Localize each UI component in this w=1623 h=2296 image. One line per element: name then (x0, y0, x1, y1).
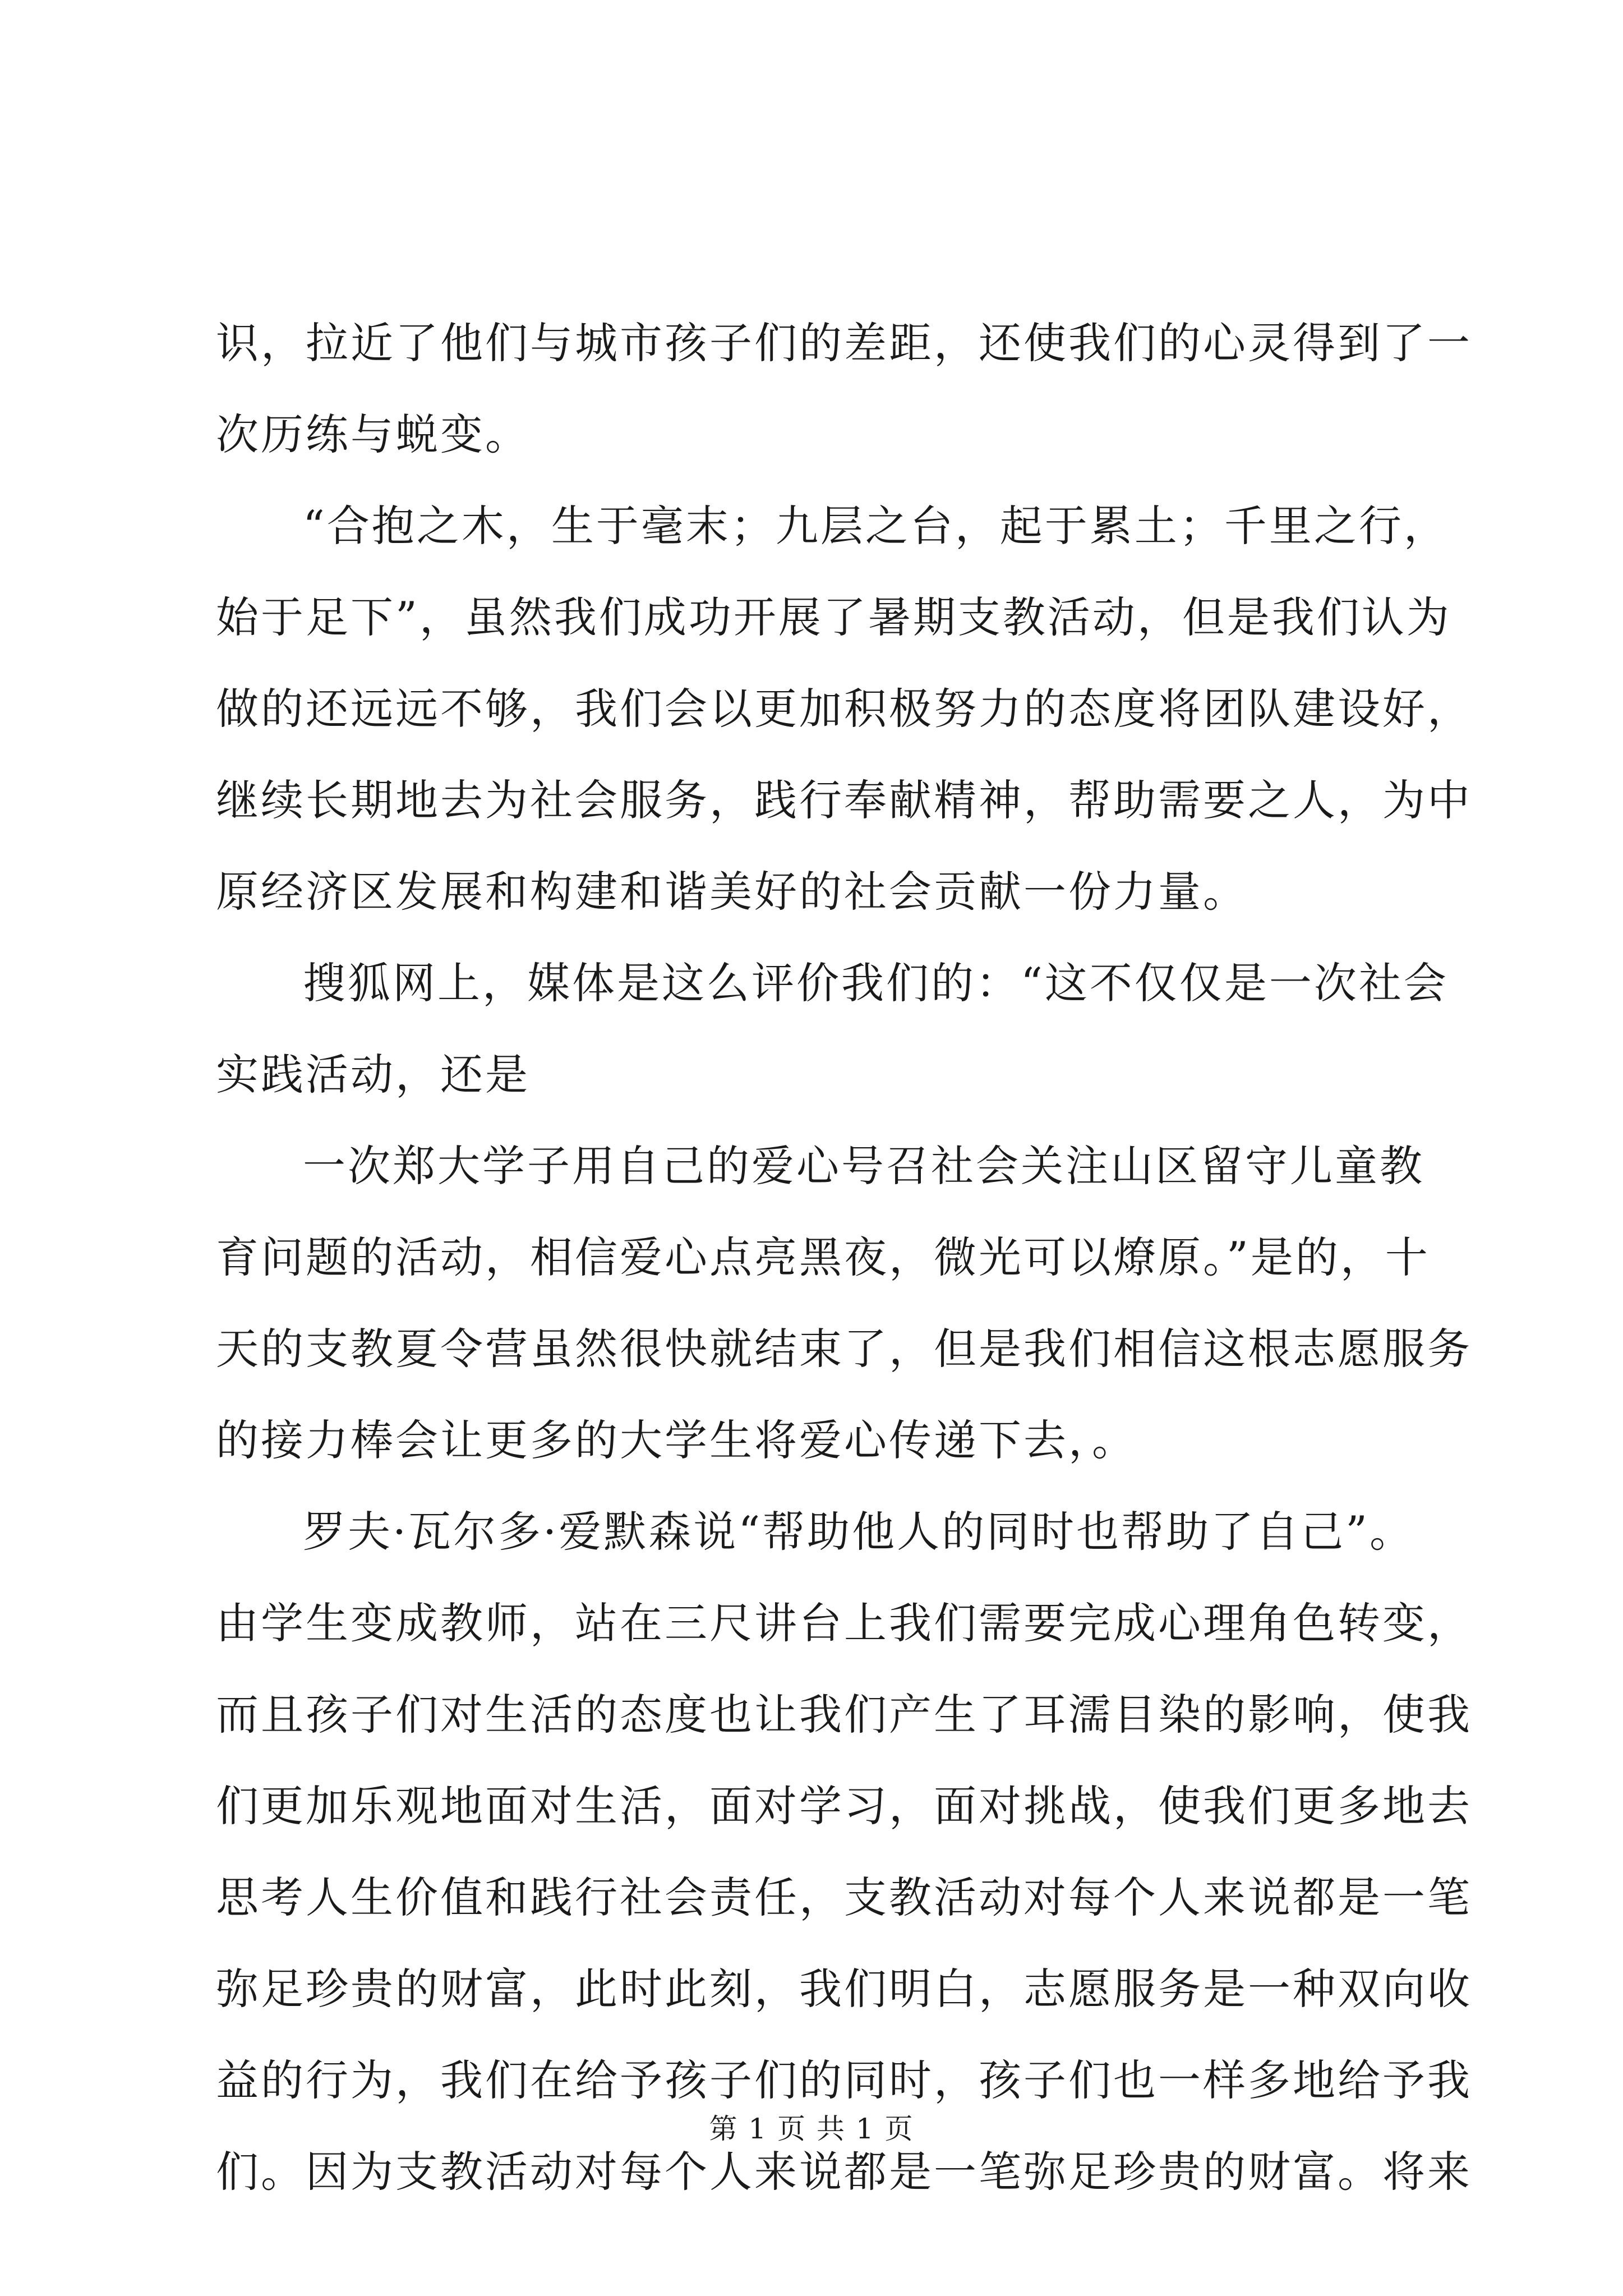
text-line: 原经济区发展和构建和谐美好的社会贡献一份力量。 (216, 867, 1248, 917)
page-footer: 第 1 页 共 1 页 (709, 2113, 914, 2145)
text-line: 的接力棒会让更多的大学生将爱心传递下去，。 (216, 1415, 1137, 1465)
text-line: 天的支教夏令营虽然很快就结束了，但是我们相信这根志愿服务 (216, 1324, 1472, 1374)
text-line: 们更加乐观地面对生活，面对学习，面对挑战，使我们更多地去 (216, 1781, 1472, 1831)
text-line: 思考人生价值和践行社会责任，支教活动对每个人来说都是一笔 (216, 1872, 1472, 1922)
text-line: 罗夫·瓦尔多·爱默森说“帮助他人的同时也帮助了自己”。 (303, 1507, 1415, 1557)
text-line: 由学生变成教师，站在三尺讲台上我们需要完成心理角色转变， (216, 1598, 1472, 1648)
document-body (216, 297, 1472, 2217)
text-line: 次历练与蜕变。 (216, 409, 530, 459)
text-line: 识，拉近了他们与城市孩子们的差距，还使我们的心灵得到了一 (216, 318, 1472, 368)
text-line: 始于足下”，虽然我们成功开展了暑期支教活动，但是我们认为 (216, 592, 1451, 642)
text-line: 弥足珍贵的财富，此时此刻，我们明白，志愿服务是一种双向收 (216, 1964, 1472, 2014)
text-line: 继续长期地去为社会服务，践行奉献精神，帮助需要之人，为中 (216, 775, 1472, 825)
text-line: 们。因为支教活动对每个人来说都是一笔弥足珍贵的财富。将来 (216, 2147, 1472, 2197)
text-line: 一次郑大学子用自己的爱心号召社会关注山区留守儿童教 (303, 1141, 1424, 1191)
text-line: 做的还远远不够，我们会以更加积极努力的态度将团队建设好， (216, 684, 1472, 734)
text-line: 而且孩子们对生活的态度也让我们产生了耳濡目染的影响，使我 (216, 1690, 1472, 1740)
text-line: “合抱之木，生于毫末；九层之台，起于累土；千里之行， (303, 501, 1449, 551)
text-line: 育问题的活动，相信爱心点亮黑夜，微光可以燎原。”是的，十 (216, 1232, 1430, 1282)
text-line: 实践活动，还是 (216, 1050, 530, 1099)
text-line: 搜狐网上，媒体是这么评价我们的：“这不仅仅是一次社会 (303, 958, 1449, 1008)
text-line: 益的行为，我们在给予孩子们的同时，孩子们也一样多地给予我 (216, 2055, 1472, 2105)
